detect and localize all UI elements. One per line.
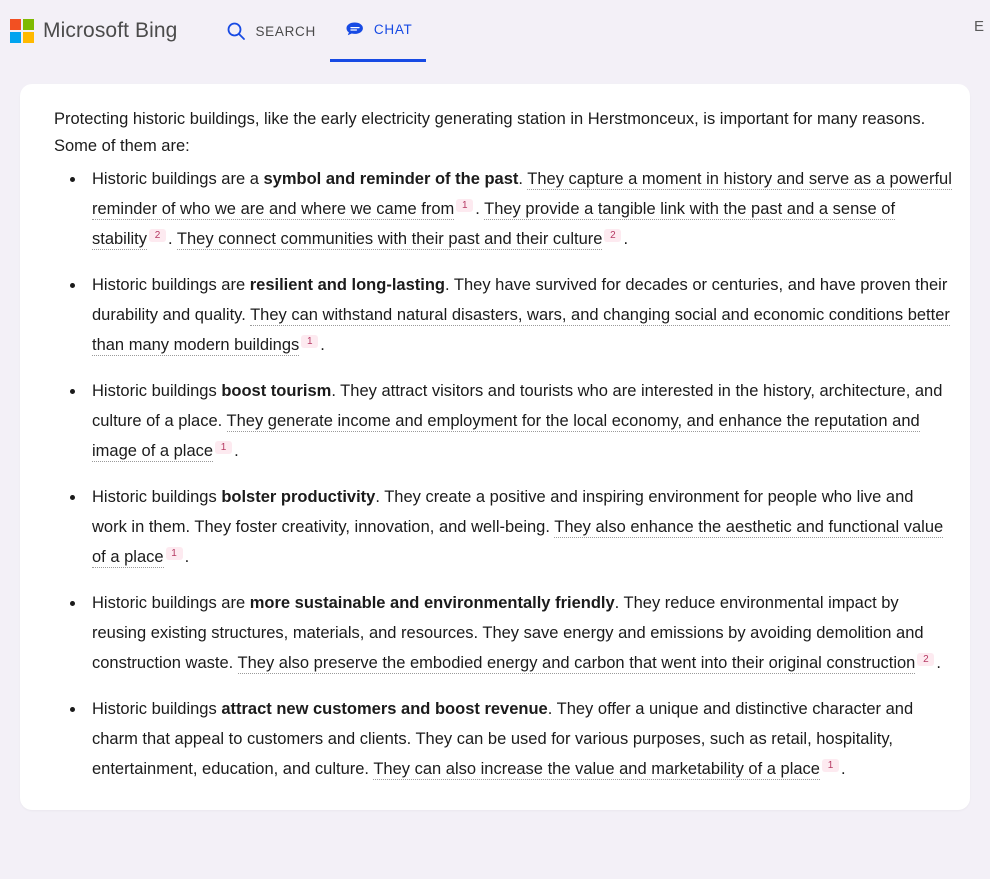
point-keyphrase: bolster productivity bbox=[221, 488, 376, 506]
answer-points-list bbox=[38, 164, 952, 784]
answer-point bbox=[86, 376, 952, 466]
cited-text: They can withstand natural disasters, wars, and changing social and economic conditions better than many modern buildings bbox=[92, 306, 950, 354]
citation-ref[interactable]: 1 bbox=[301, 335, 318, 348]
answer-point bbox=[86, 694, 952, 784]
citation-ref[interactable]: 2 bbox=[917, 653, 934, 666]
plain-text: . They attract visitors and tourists who are interested in the history, architecture, and culture of a place. bbox=[92, 382, 943, 430]
plain-text: . bbox=[184, 548, 190, 566]
point-lead: Historic buildings bbox=[92, 700, 222, 718]
tab-search-label: SEARCH bbox=[255, 23, 316, 39]
plain-text: . bbox=[320, 336, 325, 354]
header-right-glyph: E bbox=[973, 18, 984, 35]
answer-point bbox=[86, 164, 952, 254]
plain-text: . bbox=[840, 760, 846, 778]
plain-text: . They create a positive and inspiring environment for people who live and work in them. They foster creativity, innovation, and well-being. bbox=[92, 488, 914, 536]
plain-text: . bbox=[234, 442, 239, 460]
answer-card bbox=[20, 84, 970, 810]
cited-text: They connect communities with their past and their culture bbox=[176, 230, 603, 248]
app-header bbox=[0, 0, 990, 62]
answer-intro: Protecting historic buildings, like the early electricity generating station in Herstmonceux, is important for many reasons. Some of them are: bbox=[54, 110, 926, 155]
cited-text: They provide a tangible link with the past and a sense of stability bbox=[92, 200, 896, 248]
citation-ref[interactable]: 1 bbox=[166, 547, 183, 560]
citation-ref[interactable]: 1 bbox=[215, 441, 232, 454]
cited-text: They also preserve the embodied energy and carbon that went into their original construction bbox=[237, 654, 916, 672]
point-keyphrase: boost tourism bbox=[221, 382, 332, 400]
plain-text: . bbox=[518, 170, 528, 188]
point-keyphrase: attract new customers and boost revenue bbox=[221, 700, 548, 718]
brand-name: Microsoft Bing bbox=[43, 19, 178, 42]
cited-text: They capture a moment in history and serve as a powerful reminder of who we are and where we came from bbox=[92, 170, 952, 218]
cited-text: They also enhance the aesthetic and functional value of a place bbox=[92, 518, 944, 566]
plain-text: . They have survived for decades or centuries, and have proven their durability and quality. bbox=[92, 276, 948, 324]
point-lead: Historic buildings are a bbox=[92, 170, 264, 188]
tab-chat[interactable] bbox=[330, 0, 427, 62]
tab-chat-label: CHAT bbox=[373, 22, 413, 37]
point-keyphrase: more sustainable and environmentally friendly bbox=[249, 594, 615, 612]
plain-text: . bbox=[475, 200, 485, 218]
point-keyphrase: resilient and long-lasting bbox=[249, 276, 446, 294]
citation-ref[interactable]: 1 bbox=[456, 199, 473, 212]
cited-text: They generate income and employment for the local economy, and enhance the reputation and image of a place bbox=[92, 412, 920, 460]
citation-ref[interactable]: 2 bbox=[149, 229, 166, 242]
point-keyphrase: symbol and reminder of the past bbox=[263, 170, 519, 188]
answer-point bbox=[86, 270, 952, 360]
plain-text: . They offer a unique and distinctive character and charm that appeal to customers and clients. They can be used for various purposes, such as retail, hospitality, entertainment, education, and culture. bbox=[92, 700, 914, 778]
point-lead: Historic buildings are bbox=[92, 276, 250, 294]
citation-ref[interactable]: 2 bbox=[604, 229, 621, 242]
bing-brand bbox=[10, 19, 177, 43]
search-icon bbox=[225, 20, 247, 42]
tab-search[interactable] bbox=[211, 0, 329, 62]
main-nav bbox=[211, 0, 426, 62]
plain-text: . bbox=[936, 654, 941, 672]
plain-text: . bbox=[168, 230, 177, 248]
point-lead: Historic buildings bbox=[92, 382, 222, 400]
answer-point bbox=[86, 588, 952, 678]
point-lead: Historic buildings are bbox=[92, 594, 250, 612]
cited-text: They can also increase the value and marketability of a place bbox=[373, 760, 820, 778]
plain-text: . They reduce environmental impact by reusing existing structures, materials, and resources. They save energy and emissions by avoiding demolition and construction waste. bbox=[92, 594, 924, 672]
chat-icon bbox=[344, 19, 366, 41]
answer-point bbox=[86, 482, 952, 572]
plain-text: . bbox=[623, 230, 629, 248]
citation-ref[interactable]: 1 bbox=[822, 759, 839, 772]
microsoft-logo-icon bbox=[10, 19, 34, 43]
point-lead: Historic buildings bbox=[92, 488, 222, 506]
